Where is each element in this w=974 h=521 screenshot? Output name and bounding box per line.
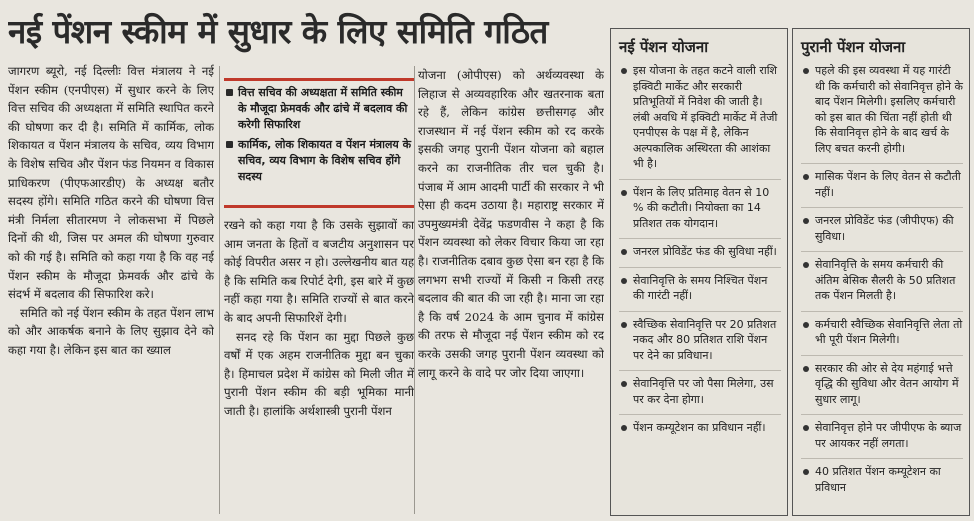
list-item <box>619 63 781 172</box>
new-scheme-list <box>611 63 787 436</box>
bullet-icon <box>621 425 627 431</box>
bullet-icon <box>621 381 627 387</box>
bullet-icon <box>803 425 809 431</box>
article-paragraph: रखने को कहा गया है कि उसके सुझावों का आम जनता के हितों व बजटीय अनुशासन पर कोई विपरीत असर न हो। उल्लेखनीय बात यह है कि समिति कब रिपोर्ट देगी, इस बारे में कुछ नहीं कहा गया है। समिति राज्यों से बात करने के बाद अपनी सिफारिशें देगी। <box>224 218 414 325</box>
highlight-text: वित्त सचिव की अध्यक्षता में समिति स्कीम के मौजूदा फ्रेमवर्क और ढांचे में बदलाव की करेगी सिफारिश <box>238 86 408 131</box>
bullet-icon <box>621 190 627 196</box>
bullet-icon <box>803 322 809 328</box>
article-column-3 <box>418 66 604 514</box>
bullet-icon <box>621 68 627 74</box>
bullet-icon <box>621 278 627 284</box>
bullet-icon <box>621 322 627 328</box>
list-item-text: जनरल प्रोविडेंट फंड (जीपीएफ) की सुविधा। <box>815 214 954 243</box>
bullet-icon <box>803 68 809 74</box>
list-item-text: पेंशन के लिए प्रतिमाह वेतन से 10 % की कटौती। नियोक्ता का 14 प्रतिशत तक योगदान। <box>633 185 770 230</box>
list-item-text: सेवानिवृत्ति पर जो पैसा मिलेगा, उस पर कर देना होगा। <box>633 377 774 406</box>
highlight-box <box>224 78 414 208</box>
bullet-icon <box>621 249 627 255</box>
list-item <box>619 238 781 260</box>
bullet-icon <box>803 174 809 180</box>
bullet-icon <box>803 218 809 224</box>
list-item <box>801 311 963 348</box>
article-column-1 <box>8 62 214 514</box>
list-item <box>619 267 781 304</box>
column-divider <box>414 66 415 514</box>
list-item-text: सरकार की ओर से देय महंगाई भत्ते वृद्धि की सुविधा और वेतन आयोग में सुधार लागू। <box>815 361 959 406</box>
article-paragraph: जागरण ब्यूरो, नई दिल्लीः वित्त मंत्रालय ने नई पेंशन स्कीम (एनपीएस) में सुधार करने के लिए वित्त सचिव की अध्यक्षता में समिति स्थापित करने की घोषणा कर दी है। समिति में कार्मिक, लोक शिकायत व पेंशन मंत्रालय के सचिव, व्यय विभाग के विशेष सचिव और पेंशन फंड नियमन व विकास प्राधिकरण (पीएफआरडीए) के अध्यक्ष बतौर सदस्य होंगे। समिति गठित करने की घोषणा वित्त मंत्री निर्मला सीतारमण ने लोकसभा में पिछले दिनों की थी, जिस पर अमल की घोषणा गुरुवार को की गई है। समिति को कहा गया है कि वह नई पेंशन स्कीम के मौजूदा फ्रेमवर्क और ढांचे के संदर्भ में बदलाव की सिफारिश करे। <box>8 64 214 302</box>
list-item <box>801 251 963 304</box>
old-scheme-title: पुरानी पेंशन योजना <box>801 38 906 56</box>
square-bullet-icon <box>226 89 233 96</box>
old-pension-scheme-box <box>792 28 970 516</box>
old-scheme-list <box>793 63 969 495</box>
article-paragraph: योजना (ओपीएस) को अर्थव्यवस्था के लिहाज से अव्यवहारिक और खतरनाक बता रहे हैं, लेकिन कांग्रेस छत्तीसगढ़ और राजस्थान में नई पेंशन स्कीम को रद करके इसकी जगह पुरानी पेंशन योजना को बहाल करने का राजनीतिक तीर चल चुकी है। पंजाब में आम आदमी पार्टी की सरकार ने भी ऐसा ही कदम उठाया है। महाराष्ट्र सरकार में उपमुख्यमंत्री देवेंद्र फडणवीस ने कहा है कि पेंशन व्यवस्था को लेकर विचार किया जा रहा है। राजनीतिक दबाव कुछ ऐसा बन रहा है कि लगभग सभी राज्यों में किसी न किसी तरह बदलाव की बात की जा रही है। माना जा रहा है कि वर्ष 2024 के आम चुनाव में कांग्रेस की तरफ से मौजूदा नई पेंशन स्कीम को रद करके उसकी जगह पुरानी पेंशन व्यवस्था को लागू करने के वादे पर जोर दिया जाएगा। <box>418 68 604 380</box>
list-item <box>619 414 781 436</box>
bullet-icon <box>803 262 809 268</box>
list-item <box>801 63 963 156</box>
article-paragraph: सनद रहे कि पेंशन का मुद्दा पिछले कुछ वर्षों में एक अहम राजनीतिक मुद्दा बन चुका है। हिमाचल प्रदेश में कांग्रेस को मिली जीत में पुरानी पेंशन स्कीम की बड़ी भूमिका मानी जाती है। हालांकि अर्थशास्त्री पुरानी पेंशन <box>224 329 414 418</box>
list-item <box>801 458 963 495</box>
list-item-text: कर्मचारी स्वैच्छिक सेवानिवृत्ति लेता तो भी पूरी पेंशन मिलेगी। <box>815 317 963 346</box>
list-item <box>801 163 963 200</box>
square-bullet-icon <box>226 141 233 148</box>
list-item-text: स्वैच्छिक सेवानिवृत्ति पर 20 प्रतिशत नकद और 80 प्रतिशत राशि पेंशन पर देने का प्रविधान। <box>633 317 777 362</box>
headline: नई पेंशन स्कीम में सुधार के लिए समिति गठित <box>8 12 548 51</box>
list-item <box>619 311 781 364</box>
list-item-text: मासिक पेंशन के लिए वेतन से कटौती नहीं। <box>815 170 961 199</box>
article-paragraph: समिति को नई पेंशन स्कीम के तहत पेंशन लाभ को और आकर्षक बनाने के लिए सुझाव देने को कहा गया है। लेकिन इस बात का ख्याल <box>8 305 214 357</box>
list-item-text: सेवानिवृत्ति के समय कर्मचारी की अंतिम बेसिक सैलरी के 50 प्रतिशत तक पेंशन मिलती है। <box>815 258 956 302</box>
list-item-text: जनरल प्रोविडेंट फंड की सुविधा नहीं। <box>633 245 777 258</box>
column-divider <box>219 66 220 514</box>
bullet-icon <box>803 366 809 372</box>
list-item-text: सेवानिवृत्त होने पर जीपीएफ के ब्याज पर आयकर नहीं लगता। <box>815 421 962 450</box>
highlight-item <box>226 137 412 185</box>
bullet-icon <box>803 469 809 475</box>
list-item <box>801 355 963 408</box>
list-item <box>801 207 963 244</box>
article-column-2 <box>224 216 414 514</box>
list-item-text: इस योजना के तहत कटने वाली राशि इक्विटी मार्केट और सरकारी प्रतिभूतियों में निवेश की जाती है। लंबी अवधि में इक्विटी मार्केट में तेजी एनपीएस के पक्ष में है, लेकिन अल्पकालिक अस्थिरता की आशंका भी है। <box>633 64 778 170</box>
highlight-item <box>226 85 412 133</box>
list-item <box>619 370 781 407</box>
highlight-text: कार्मिक, लोक शिकायत व पेंशन मंत्रालय के सचिव, व्यय विभाग के विशेष सचिव होंगे सदस्य <box>238 138 412 183</box>
list-item-text: 40 प्रतिशत पेंशन कम्यूटेशन का प्रविधान <box>815 465 941 494</box>
list-item-text: पेंशन कम्यूटेशन का प्रविधान नहीं। <box>633 421 766 434</box>
list-item-text: पहले की इस व्यवस्था में यह गारंटी थी कि कर्मचारी को सेवानिवृत्त होने के बाद पेंशन मिलेगी। इसलिए कर्मचारी को इस बात की चिंता नहीं होती थी कि सेवानिवृत्त होने के बाद खर्च के लिए बचत करनी होगी। <box>815 64 963 155</box>
new-pension-scheme-box <box>610 28 788 516</box>
list-item <box>619 179 781 232</box>
list-item <box>801 414 963 451</box>
new-scheme-title: नई पेंशन योजना <box>619 38 709 56</box>
list-item-text: सेवानिवृत्ति के समय निश्चित पेंशन की गारंटी नहीं। <box>633 273 768 302</box>
